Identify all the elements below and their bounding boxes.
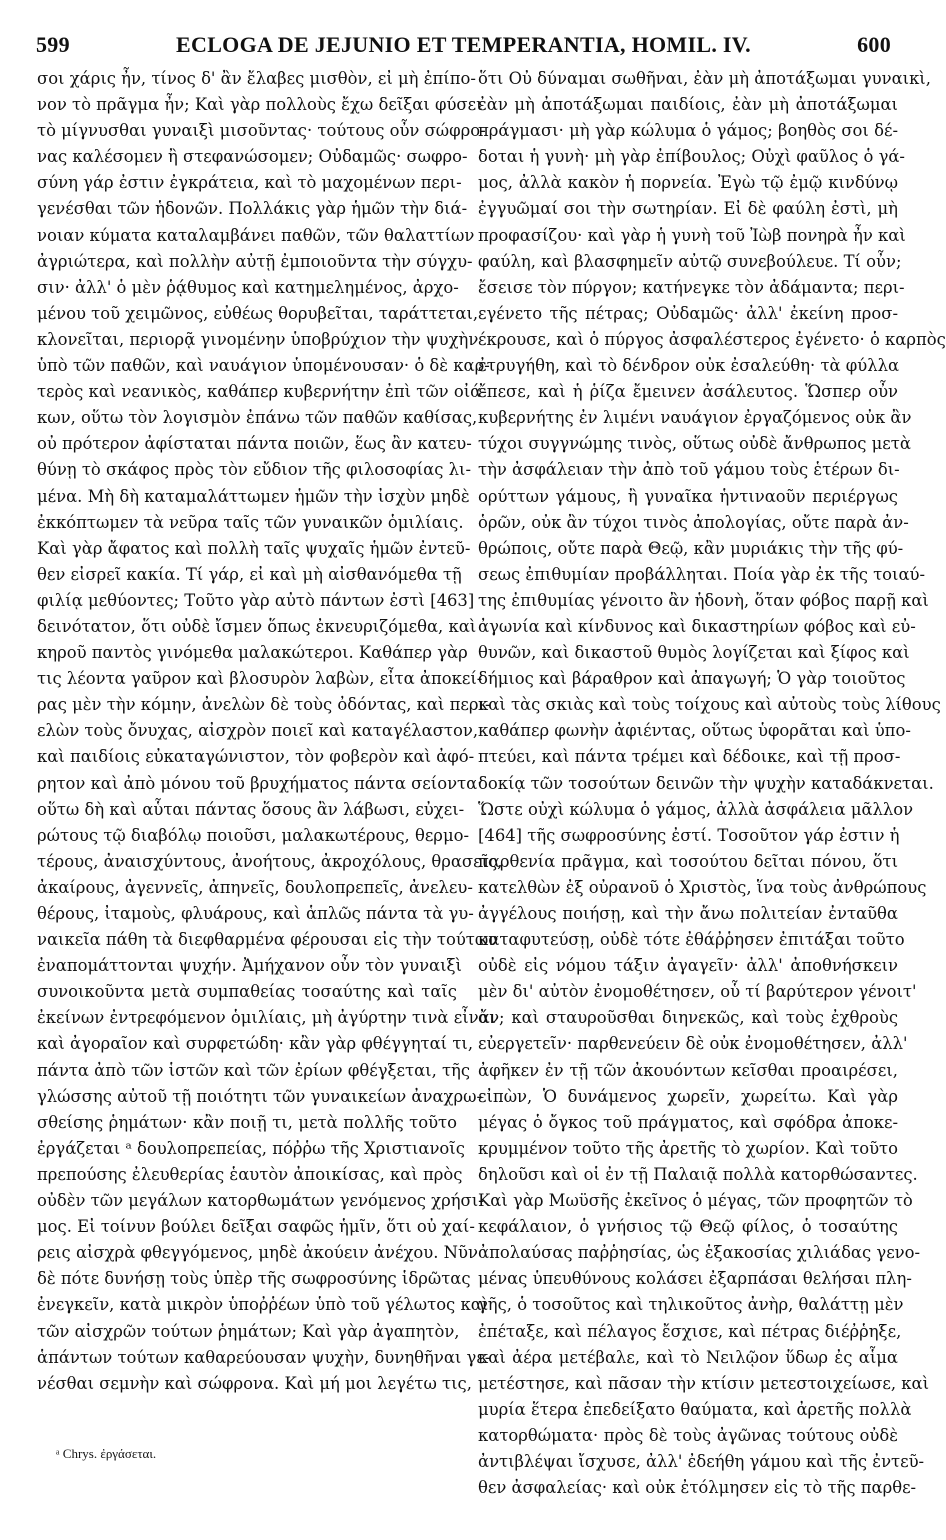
text-line: ἀγριώτερα, καὶ πολλὴν αὐτῇ ἐμποιοῦντα τὴν σύγχυ- bbox=[37, 251, 473, 271]
text-line: τὸ μίγνυσθαι γυναιξὶ μισοῦντας· τούτους οὖν σώφρο- bbox=[37, 121, 486, 141]
text-line: μένας ὑπευθύνους κολάσει ἐξαρπάσαι θελήσαι πλη- bbox=[478, 1269, 912, 1289]
text-line: ἔπεσε, καὶ ἡ ῥίζα ἔμεινεν ἀσάλευτος. Ὥσπερ οὖν bbox=[478, 382, 898, 402]
text-line: δηλοῦσι καὶ οἱ ἐν τῇ Παλαιᾷ πολλὰ κατορθώσαντες. bbox=[478, 1164, 918, 1184]
text-line: δοται ἡ γυνὴ· μὴ γὰρ ἐπίβουλος; Οὐχὶ φαῦλος ὁ γά- bbox=[478, 147, 905, 167]
text-line: τερὸς καὶ νεανικὸς, καθάπερ κυβερνήτην ἐπὶ τῶν οἰά- bbox=[37, 382, 487, 402]
text-line: ναικεῖα πάθη τὰ διεφθαρμένα φέρουσαι εἰς τὴν τούτων bbox=[37, 930, 499, 950]
text-line: παρθενία πρᾶγμα, καὶ τοσούτου δεῖται πόνου, ὅτι bbox=[478, 851, 898, 871]
text-line: ἐνεγκεῖν, κατὰ μικρὸν ὑποῤῥέων ὑπὸ τοῦ γέλωτος καὶ bbox=[37, 1295, 489, 1315]
text-line: μος, ἀλλὰ κακὸν ἡ πορνεία. Ἐγὼ τῷ ἐμῷ κινδύνῳ bbox=[478, 173, 898, 193]
text-line: δοκίᾳ τῶν τοσούτων δεινῶν τὴν ψυχὴν καταδάκνεται. bbox=[478, 773, 934, 793]
text-line: νοιαν κύματα καταλαμβάνει παθῶν, τῶν θαλαττίων bbox=[37, 225, 475, 245]
text-line: κηροῦ παντὸς γινόμεθα μαλακώτεροι. Καθάπερ γὰρ bbox=[37, 643, 468, 663]
text-line: τὴν ἀσφάλειαν τὴν ἀπὸ τοῦ γάμου τοὺς ἑτέρων δι- bbox=[478, 460, 900, 480]
text-line: καὶ τὰς σκιὰς καὶ τοὺς τοίχους καὶ αὐτοὺς τοὺς λίθους bbox=[478, 695, 941, 715]
text-line: δὲ πότε δυνήσῃ τοὺς ὑπὲρ τῆς σωφροσύνης ἱδρῶτας bbox=[37, 1269, 471, 1289]
text-line: κυβερνήτης ἐν λιμένι ναυάγιον ἐργαζόμενος οὐκ ἂν bbox=[478, 408, 912, 428]
text-line: γλώσσης αὐτοῦ τῇ ποιότητι τῶν γυναικείων ἀναχρω- bbox=[37, 1086, 483, 1106]
text-line: πτεύει, καὶ πάντα τρέμει καὶ δέδοικε, καὶ τῇ προσ- bbox=[478, 747, 901, 767]
text-line: μετέστησε, καὶ πᾶσαν τὴν κτίσιν μετεστοιχείωσε, καὶ bbox=[478, 1373, 929, 1393]
text-line: μυρία ἕτερα ἐπεδείξατο θαύματα, καὶ ἀρετῆς πολλὰ bbox=[478, 1399, 912, 1419]
text-line: ορύττων γάμους, ἢ γυναῖκα ἡντιναοῦν περιέργως bbox=[478, 486, 898, 506]
text-line: πρεπούσης ἐλευθερίας ἑαυτὸν ἀποικίσας, καὶ πρὸς bbox=[37, 1164, 463, 1184]
text-line: ἄν; καὶ σταυροῦσθαι διηνεκῶς, καὶ τοὺς ἐχθροὺς bbox=[478, 1008, 898, 1028]
text-line: καταφυτεύσῃ, οὐδὲ τότε ἐθάῤῥησεν ἐπιτάξαι τοῦτο bbox=[478, 930, 905, 950]
text-line: ἐπέταξε, καὶ πέλαγος ἔσχισε, καὶ πέτρας διέῤῥηξε, bbox=[478, 1321, 902, 1341]
text-line: ὁρῶν, οὐκ ἂν τύχοι τινὸς ἀπολογίας, οὔτε παρὰ ἀν- bbox=[478, 512, 909, 532]
text-line: ρας μὲν τὴν κόμην, ἀνελὼν δὲ τοὺς ὀδόντας, καὶ περι- bbox=[37, 695, 491, 715]
text-line: νέσθαι σεμνὴν καὶ σώφρονα. Καὶ μή μοι λεγέτω τις, bbox=[37, 1373, 472, 1393]
text-line: προφασίζου· καὶ γὰρ ἡ γυνὴ τοῦ Ἰὼβ πονηρὰ ἦν καὶ bbox=[478, 225, 906, 245]
text-line: τῶν αἰσχρῶν τούτων ῥημάτων; Καὶ γὰρ ἀγαπητὸν, bbox=[37, 1321, 460, 1341]
text-line: φαύλη, καὶ βλασφημεῖν αὐτῷ συνεβούλευε. Τί οὖν; bbox=[478, 251, 902, 271]
text-line: δεινότατον, ὅτι οὐδὲ ἴσμεν ὅπως ἐκνευριζόμεθα, καὶ bbox=[37, 616, 477, 636]
text-line: ἐναπομάττονται ψυχήν. Ἀμήχανον οὖν τὸν γυναιξὶ bbox=[37, 956, 462, 976]
text-line: κεφάλαιον, ὁ γνήσιος τῷ Θεῷ φίλος, ὁ τοσαύτης bbox=[478, 1217, 898, 1237]
page-number-left: 599 bbox=[36, 32, 70, 57]
text-line: ὑπὸ τῶν παθῶν, καὶ ναυάγιον ὑπομένουσαν· ὁ δὲ καρ- bbox=[37, 356, 490, 376]
text-line: πράγμασι· μὴ γὰρ κώλυμα ὁ γάμος; βοηθὸς σοι δέ- bbox=[478, 121, 898, 141]
running-header bbox=[36, 32, 891, 58]
text-line: μος. Εἰ τοίνυν βούλει δεῖξαι σαφῶς ἡμῖν, ὅτι οὐ χαί- bbox=[37, 1217, 475, 1237]
text-line: εὐεργετεῖν· παρθενεύειν δὲ οὐκ ἐνομοθέτησεν, ἀλλ' bbox=[478, 1034, 908, 1054]
text-line: οὐδὲ εἰς νόμου τάξιν ἀγαγεῖν· ἀλλ' ἀποθνήσκειν bbox=[478, 956, 898, 976]
text-line: τις λέοντα γαῦρον καὶ βλοσυρὸν λαβὼν, εἶτα ἀποκεί- bbox=[37, 669, 483, 689]
text-line: ρεις αἰσχρὰ φθεγγόμενος, μηδὲ ἀκούειν ἀνέχου. Νῦν bbox=[37, 1243, 478, 1263]
text-line: θεν ἀσφαλείας· καὶ οὐκ ἐτόλμησεν εἰς τὸ τῆς παρθε- bbox=[478, 1478, 917, 1498]
text-line: σεως ἐπιθυμίαν προβάλληται. Ποία γὰρ ἐκ τῆς τοιαύ- bbox=[478, 564, 926, 584]
text-line: ἐὰν μὴ ἀποτάξωμαι παιδίοις, ἐὰν μὴ ἀποτάξωμαι bbox=[478, 95, 898, 115]
text-line: ὅτι Οὐ δύναμαι σωθῆναι, ἐὰν μὴ ἀποτάξωμαι γυναικὶ, bbox=[478, 69, 931, 88]
text-line: ρώτους τῷ διαβόλῳ ποιοῦσι, μαλακωτέρους, θερμο- bbox=[37, 825, 470, 845]
text-line: κρυμμένον τοῦτο τῆς ἀρετῆς τὸ χωρίον. Καὶ τοῦτο bbox=[478, 1138, 898, 1158]
text-line: ἀγωνία καὶ κίνδυνος καὶ δικαστηρίων φόβος καὶ εὐ- bbox=[478, 616, 916, 636]
text-line: ἔσεισε τὸν πύργον; κατήνεγκε τὸν ἀδάμαντα; περι- bbox=[478, 277, 905, 297]
text-line: οὕτω δὴ καὶ αὗται πάντας ὅσους ἂν λάβωσι, εὐχει- bbox=[37, 799, 465, 819]
text-line: καὶ ἀγοραῖον καὶ συρφετώδη· κἂν γὰρ φθέγγηταί τι, bbox=[37, 1034, 474, 1054]
text-line: ἀκαίρους, ἀγεννεῖς, ἀπηνεῖς, δουλοπρεπεῖς, ἀνελευ- bbox=[37, 877, 473, 897]
text-line: νον τὸ πρᾶγμα ἦν; Καὶ γὰρ πολλοὺς ἔχω δεῖξαι φύσει bbox=[37, 95, 483, 115]
text-line: γῆς, ὁ τοσοῦτος καὶ τηλικοῦτος ἀνὴρ, θαλάττῃ μὲν bbox=[478, 1295, 904, 1315]
text-line: μένου τοῦ χειμῶνος, εὐθέως θορυβεῖται, ταράττεται, bbox=[37, 303, 479, 323]
text-column-left bbox=[37, 66, 503, 1397]
text-line: κατελθὼν ἐξ οὐρανοῦ ὁ Χριστὸς, ἵνα τοὺς ἀνθρώπους bbox=[478, 877, 927, 897]
footnote: ᵃ Chrys. ἐργάσεται. bbox=[56, 1446, 157, 1461]
text-line: ἐτρυγήθη, καὶ τὸ δένδρον οὐκ ἐσαλεύθη· τὰ φύλλα bbox=[478, 356, 900, 376]
running-title: ECLOGA DE JEJUNIO ET TEMPERANTIA, HOMIL. IV. bbox=[176, 32, 751, 57]
text-line: μένα. Μὴ δὴ καταμαλάττωμεν ἡμῶν τὴν ἰσχὺν μηδὲ bbox=[37, 486, 470, 506]
text-line: τύχοι συγγνώμης τινὸς, οὕτως οὐδὲ ἄνθρωπος μετὰ bbox=[478, 434, 911, 454]
text-line: ρητον καὶ ἀπὸ μόνου τοῦ βρυχήματος πάντα σείοντα· bbox=[37, 773, 483, 793]
text-line: σοι χάρις ἦν, τίνος δ' ἂν ἔλαβες μισθὸν, εἰ μὴ ἐπίπο- bbox=[37, 69, 476, 88]
text-line: θρώποις, οὔτε παρὰ Θεῷ, κἂν μυριάκις τὴν τῆς φύ- bbox=[478, 538, 904, 558]
text-line: φιλίᾳ μεθύοντες; Τοῦτο γὰρ αὐτὸ πάντων ἐστὶ [463] bbox=[37, 590, 475, 610]
text-line: της ἐπιθυμίας γένοιτο ἂν ἡδονὴ, ὅταν φόβος παρῇ καὶ bbox=[478, 590, 929, 610]
text-line: δήμιος καὶ βάραθρον καὶ ἀπαγωγή; Ὁ γὰρ τοιοῦτος bbox=[478, 669, 906, 689]
text-line: τέρους, ἀναισχύντους, ἀνοήτους, ἀκροχόλους, θρασεῖς, bbox=[37, 851, 503, 871]
text-line: εἰπὼν, Ὁ δυνάμενος χωρεῖν, χωρείτω. Καὶ γὰρ bbox=[478, 1086, 898, 1106]
text-column-right bbox=[478, 66, 946, 1501]
text-line: κλονεῖται, περιορᾷ γινομένην ὑποβρύχιον τὴν ψυχὴν bbox=[37, 329, 479, 349]
text-line: ἐργάζεται ᵃ δουλοπρεπείας, πόῤῥω τῆς Χριστιανοῖς bbox=[37, 1138, 465, 1158]
text-line: πάντα ἀπὸ τῶν ἱστῶν καὶ τῶν ἐρίων φθέγξεται, τῆς bbox=[37, 1060, 471, 1080]
text-line: γενέσθαι τῶν ἡδονῶν. Πολλάκις γὰρ ἡμῶν τὴν διά- bbox=[37, 199, 468, 219]
text-line: σύνη γάρ ἐστιν ἐγκράτεια, καὶ τὸ μαχομένων περι- bbox=[37, 173, 462, 193]
text-line: ἐκείνων ἐντρεφόμενον ὁμιλίαις, μὴ ἀγύρτην τινὰ εἶναι bbox=[37, 1008, 497, 1028]
text-line: καὶ ἀέρα μετέβαλε, καὶ τὸ Νειλῷον ὕδωρ ἐς αἷμα bbox=[478, 1347, 898, 1367]
text-line: ἀντιβλέψαι ἴσχυσε, ἀλλ' ἐδεήθη γάμου καὶ τῆς ἐντεῦ- bbox=[478, 1451, 925, 1471]
text-line: κατορθώματα· πρὸς δὲ τοὺς ἀγῶνας τούτους οὐδὲ bbox=[478, 1425, 898, 1445]
text-line: οὐ πρότερον ἀφίσταται πάντα ποιῶν, ἕως ἂν κατευ- bbox=[37, 434, 472, 454]
text-line: εγένετο τῆς πέτρας; Οὐδαμῶς· ἀλλ' ἐκείνη προσ- bbox=[478, 303, 898, 323]
text-line: νας καλέσομεν ἢ στεφανώσομεν; Οὐδαμῶς· σωφρο- bbox=[37, 147, 468, 167]
page-number-right: 600 bbox=[857, 32, 891, 57]
text-line: μέγας ὁ ὄγκος τοῦ πράγματος, καὶ σφόδρα ἀποκε- bbox=[478, 1112, 898, 1132]
text-line: έκρουσε, καὶ ὁ πύργος ἀσφαλέστερος ἐγένετο· ὁ καρπὸς bbox=[478, 329, 946, 349]
text-line: Καὶ γὰρ ἄφατος καὶ πολλὴ ταῖς ψυχαῖς ἡμῶν ἐντεῦ- bbox=[37, 538, 471, 558]
text-line: μὲν δι' αὐτὸν ἐνομοθέτησεν, οὗ τί βαρύτερον γένοιτ' bbox=[478, 982, 917, 1002]
text-line: σιν· ἀλλ' ὁ μὲν ῥᾴθυμος καὶ κατημελημένος, ἀρχο- bbox=[37, 277, 459, 297]
text-line: οὐδὲν τῶν μεγάλων κατορθωμάτων γενόμενος χρήσι- bbox=[37, 1191, 484, 1211]
text-line: Καὶ γὰρ Μωϋσῆς ἐκεῖνος ὁ μέγας, τῶν προφητῶν τὸ bbox=[478, 1191, 913, 1211]
text-line: ελὼν τοὺς ὄνυχας, αἰσχρὸν ποιεῖ καὶ καταγέλαστον, bbox=[37, 721, 479, 741]
text-line: συνοικοῦντα μετὰ συμπαθείας τοσαύτης καὶ ταῖς bbox=[37, 982, 457, 1002]
text-line: Ὥστε οὐχὶ κώλυμα ὁ γάμος, ἀλλὰ ἀσφάλεια μᾶλλον bbox=[478, 799, 914, 819]
text-line: καθάπερ φωνὴν ἀφιέντας, οὕτως ὑφορᾶται καὶ ὑπο- bbox=[478, 721, 911, 741]
text-line: θύνῃ τὸ σκάφος πρὸς τὸν εὔδιον τῆς φιλοσοφίας λι- bbox=[37, 460, 471, 480]
text-line: ἀπολαύσας παῤῥησίας, ὡς ἑξακοσίας χιλιάδας γενο- bbox=[478, 1243, 921, 1263]
text-line: ἐγγυῶμαί σοι τὴν σωτηρίαν. Εἰ δὲ φαύλη ἐστὶ, μὴ bbox=[478, 199, 898, 219]
text-line: ἁπάντων τούτων καθαρεύουσαν ψυχὴν, δυνηθῆναι γε- bbox=[37, 1347, 491, 1367]
text-line: ἀφῆκεν ἐν τῇ τῶν ἀκουόντων κεῖσθαι προαιρέσει, bbox=[478, 1060, 898, 1080]
text-line: θυνῶν, καὶ δικαστοῦ θυμὸς λογίζεται καὶ ξίφος καὶ bbox=[478, 643, 910, 663]
text-line: σθείσης ῥημάτων· κἂν ποιῇ τι, μετὰ πολλῆς τοῦτο bbox=[37, 1112, 457, 1132]
text-line: ἀγγέλους ποιήσῃ, καὶ τὴν ἄνω πολιτείαν ἐνταῦθα bbox=[478, 904, 898, 923]
text-line: θεν εἰσρεῖ κακία. Τί γάρ, εἰ καὶ μὴ αἰσθανόμεθα τῇ bbox=[37, 564, 462, 584]
text-line: θέρους, ἰταμοὺς, φλυάρους, καὶ ἁπλῶς πάντα τὰ γυ- bbox=[37, 904, 474, 923]
text-line: κων, οὕτω τὸν λογισμὸν ἐπάνω τῶν παθῶν καθίσας, bbox=[37, 408, 478, 428]
text-line: καὶ παιδίοις εὐκαταγώνιστον, τὸν φοβερὸν καὶ ἀφό- bbox=[37, 747, 475, 767]
text-line: [464] τῆς σωφροσύνης ἐστί. Τοσοῦτον γάρ ἐστιν ἡ bbox=[478, 825, 900, 845]
text-line: ἐκκόπτωμεν τὰ νεῦρα ταῖς τῶν γυναικῶν ὁμιλίαις. bbox=[37, 512, 464, 532]
